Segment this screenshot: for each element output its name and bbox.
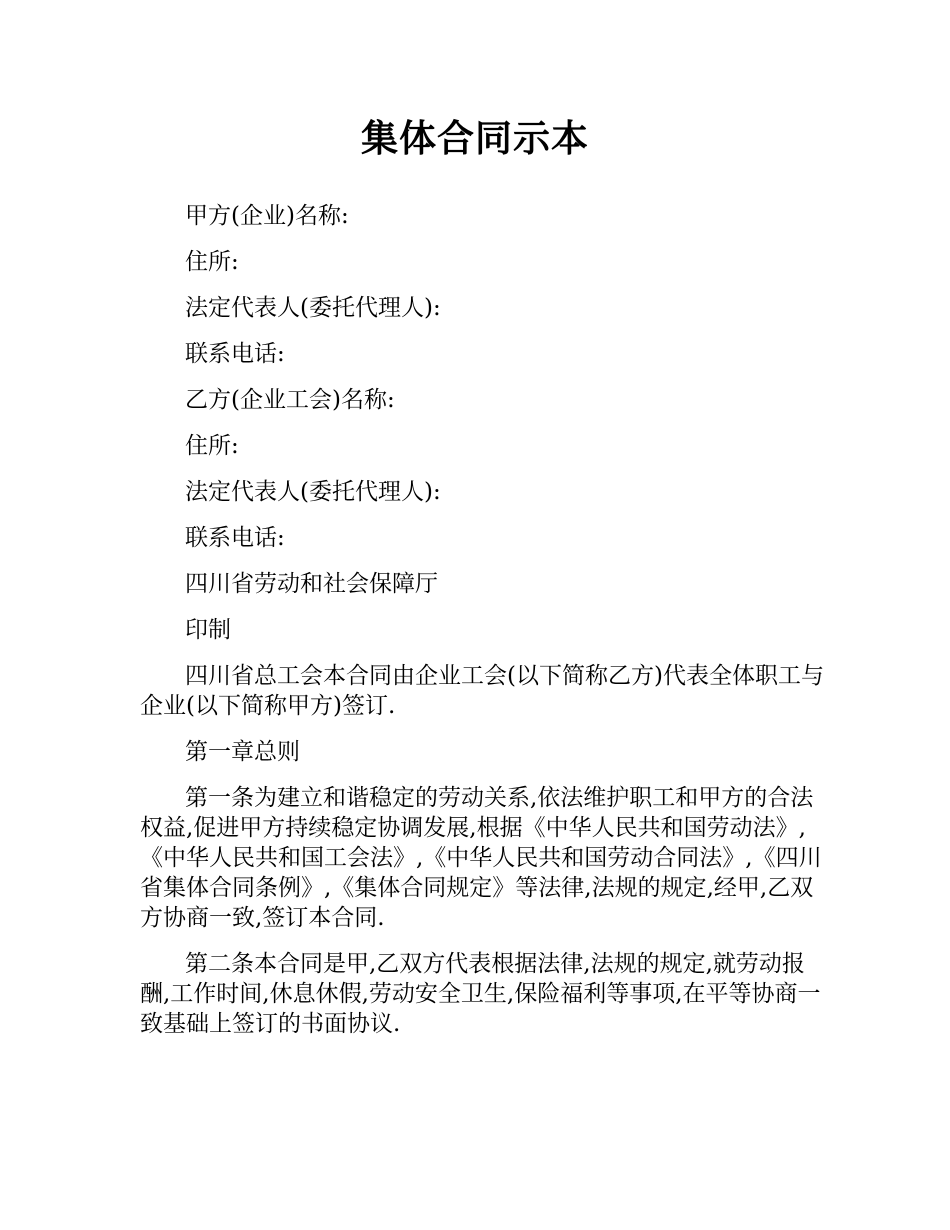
article-two-paragraph: 第二条本合同是甲,乙双方代表根据法律,法规的规定,就劳动报酬,工作时间,休息休假,劳动安全卫生,保险福利等事项,在平等协商一致基础上签订的书面协议. <box>140 951 821 1037</box>
party-a-representative-line: 法定代表人(委托代理人): <box>185 295 441 321</box>
party-a-name-line: 甲方(企业)名称: <box>185 203 349 229</box>
party-b-address-line: 住所: <box>185 433 239 459</box>
party-a-address-line: 住所: <box>185 249 239 275</box>
printed-line: 印制 <box>185 617 231 643</box>
chapter-heading: 第一章总则 <box>185 739 300 765</box>
party-b-phone-line: 联系电话: <box>185 525 285 551</box>
document-title: 集体合同示本 <box>361 117 589 160</box>
party-b-name-line: 乙方(企业工会)名称: <box>185 387 395 413</box>
document-body <box>140 201 825 1055</box>
article-one-paragraph: 第一条为建立和谐稳定的劳动关系,依法维护职工和甲方的合法权益,促进甲方持续稳定协调发展,根据《中华人民共和国劳动法》,《中华人民共和国工会法》,《中华人民共和国劳动合同法》,《四川省集体合同条例》,《集体合同规定》等法律,法规的规定,经甲,乙双方协商一致,签订本合同. <box>140 785 822 931</box>
party-a-phone-line: 联系电话: <box>185 341 285 367</box>
party-b-representative-line: 法定代表人(委托代理人): <box>185 479 441 505</box>
issuer-line: 四川省劳动和社会保障厅 <box>185 571 438 597</box>
intro-paragraph: 四川省总工会本合同由企业工会(以下简称乙方)代表全体职工与企业(以下简称甲方)签订. <box>140 663 824 719</box>
